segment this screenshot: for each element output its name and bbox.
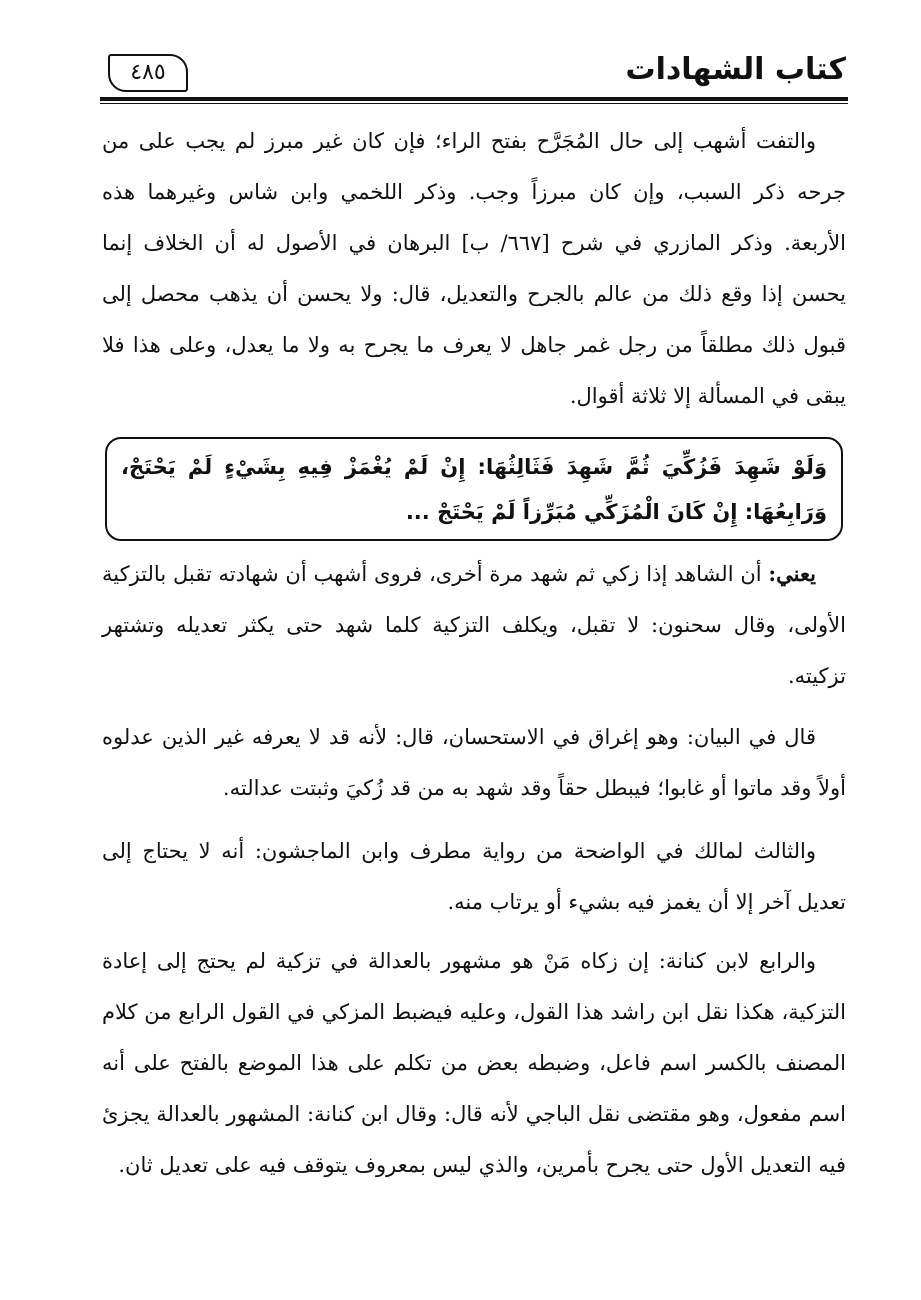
paragraph-text: والتفت أشهب إلى حال المُجَرَّح بفتح الراء؛ فإن كان غير مبرز لم يجب على من جرحه ذكر السبب، وإن كان مبرزاً وجب. وذكر اللخمي وابن شاس وغيرهما هذه الأربعة. وذكر المازري في شرح [٦٦٧/ ب] البرهان في الأصول له أن الخلاف إنما يحسن إذا وقع ذلك من عالم بالجرح والتعديل، قال: ولا يحسن أن يذهب محصل إلى قبول ذلك مطلقاً من رجل غمر جاهل لا يعرف ما يجرح به ولا ما يعدل، وعلى هذا فلا يبقى في المسألة إلا ثلاثة أقوال. (102, 129, 846, 408)
paragraph-1 (102, 116, 846, 422)
matn-box (105, 437, 843, 541)
header-rule (100, 97, 848, 101)
paragraph-text: قال في البيان: وهو إغراق في الاستحسان، قال: لأنه قد لا يعرفه غير الذين عدلوه أولاً وقد ماتوا أو غابوا؛ فيبطل حقاً وقد شهد به من قد زُكيَ وثبتت عدالته. (102, 725, 846, 800)
page-header (100, 44, 848, 100)
paragraph-3 (102, 712, 846, 814)
book-title: كتاب الشهادات (625, 52, 846, 87)
matn-text: وَلَوْ شَهِدَ فَزُكِّيَ ثُمَّ شَهِدَ فَثَالِثُهَا: إِنْ لَمْ يُغْمَزْ فِيهِ بِشَيْءٍ لَمْ يَحْتَجْ، وَرَابِعُهَا: إِنْ كَانَ الْمُزَكِّي مُبَرِّزاً لَمْ يَحْتَجْ ... (121, 455, 827, 524)
paragraph-text: والرابع لابن كنانة: إن زكاه مَنْ هو مشهور بالعدالة في تزكية لم يحتج إلى إعادة التزكية، هكذا نقل ابن راشد هذا القول، وعليه فيضبط المزكي في القول الرابع من كلام المصنف بالكسر اسم فاعل، وضبطه بعض من تكلم على هذا الموضع بالفتح على أنه اسم مفعول، وهو مقتضى نقل الباجي لأنه قال: وقال ابن كنانة: المشهور بالعدالة يجزئ فيه التعديل الأول حتى يجرح بأمرين، والذي ليس بمعروف يتوقف فيه على تعديل ثان. (102, 949, 846, 1177)
paragraph-body: أن الشاهد إذا زكي ثم شهد مرة أخرى، فروى أشهب أن شهادته تقبل بالتزكية الأولى، وقال سحنون: لا تقبل، ويكلف التزكية كلما شهد حتى يكثر تعديله وتشتهر تزكيته. (102, 562, 846, 688)
paragraph-5 (102, 936, 846, 1191)
paragraph-2 (102, 548, 846, 702)
paragraph-lead: يعني: (768, 561, 816, 586)
paragraph-text: والثالث لمالك في الواضحة من رواية مطرف وابن الماجشون: أنه لا يحتاج إلى تعديل آخر إلا أن يغمز فيه بشيء أو يرتاب منه. (102, 839, 846, 914)
paragraph-4 (102, 826, 846, 928)
header-rule-thin (100, 103, 848, 104)
page-number: ٤٨٥ (108, 54, 188, 92)
paragraph-text (102, 548, 846, 702)
